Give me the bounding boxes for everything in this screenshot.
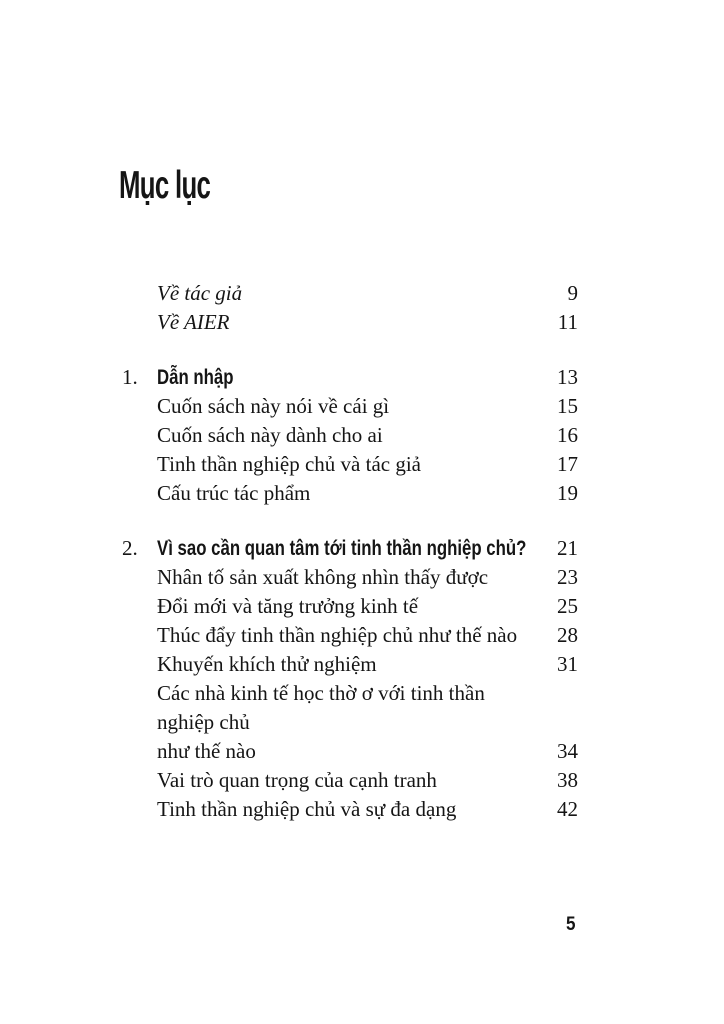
table-of-contents xyxy=(122,279,578,824)
toc-entry-label: Đổi mới và tăng trưởng kinh tế xyxy=(157,594,419,618)
toc-entry-label: Các nhà kinh tế học thờ ơ với tinh thần nghiệp chủ xyxy=(157,681,485,734)
toc-entry-page: 42 xyxy=(557,797,578,821)
toc-entry-label: Về tác giả xyxy=(157,281,243,305)
toc-row xyxy=(122,679,578,737)
toc-entry-page: 17 xyxy=(557,452,578,476)
toc-entry-page: 38 xyxy=(557,768,578,792)
toc-entry-page: 19 xyxy=(557,481,578,505)
toc-row xyxy=(122,479,578,508)
toc-entry-label: Cuốn sách này nói về cái gì xyxy=(157,394,390,418)
page-title: Mục lục xyxy=(119,164,211,207)
toc-row-section xyxy=(122,363,578,392)
toc-entry-page: 25 xyxy=(557,594,578,618)
toc-row xyxy=(122,563,578,592)
toc-entry-label: Tinh thần nghiệp chủ và sự đa dạng xyxy=(157,797,457,821)
toc-entry-number: 2. xyxy=(122,536,138,560)
folio-page-number: 5 xyxy=(566,914,576,935)
toc-row xyxy=(122,795,578,824)
toc-entry-label: Thúc đẩy tinh thần nghiệp chủ như thế nào xyxy=(157,623,518,647)
toc-row xyxy=(122,450,578,479)
toc-entry-page: 9 xyxy=(567,281,578,305)
toc-entry-number: 1. xyxy=(122,365,138,389)
toc-row xyxy=(122,392,578,421)
toc-row xyxy=(122,308,578,337)
toc-entry-page: 31 xyxy=(557,652,578,676)
toc-entry-label: Khuyến khích thử nghiệm xyxy=(157,652,377,676)
toc-entry-page: 34 xyxy=(557,739,578,763)
toc-entry-page: 23 xyxy=(557,565,578,589)
toc-entry-page: 11 xyxy=(557,310,578,334)
toc-entry-label: Cuốn sách này dành cho ai xyxy=(157,423,383,447)
toc-row xyxy=(122,621,578,650)
toc-entry-page: 21 xyxy=(557,536,578,560)
toc-row xyxy=(122,279,578,308)
toc-row xyxy=(122,766,578,795)
toc-row xyxy=(122,650,578,679)
toc-entry-page: 13 xyxy=(557,365,578,389)
toc-row xyxy=(122,737,578,766)
toc-entry-label: như thế nào xyxy=(157,739,256,763)
toc-entry-label: Nhân tố sản xuất không nhìn thấy được xyxy=(157,565,489,589)
toc-entry-label: Vì sao cần quan tâm tới tinh thần nghiệp chủ? xyxy=(157,537,527,560)
toc-entry-page: 28 xyxy=(557,623,578,647)
toc-row xyxy=(122,592,578,621)
toc-entry-label: Vai trò quan trọng của cạnh tranh xyxy=(157,768,437,792)
toc-row-section xyxy=(122,534,578,563)
toc-entry-label: Dẫn nhập xyxy=(157,366,234,389)
toc-row xyxy=(122,421,578,450)
toc-entry-label: Cấu trúc tác phẩm xyxy=(157,481,311,505)
toc-entry-label: Về AIER xyxy=(157,310,230,334)
toc-entry-label: Tinh thần nghiệp chủ và tác giả xyxy=(157,452,422,476)
toc-entry-page: 15 xyxy=(557,394,578,418)
toc-entry-page: 16 xyxy=(557,423,578,447)
